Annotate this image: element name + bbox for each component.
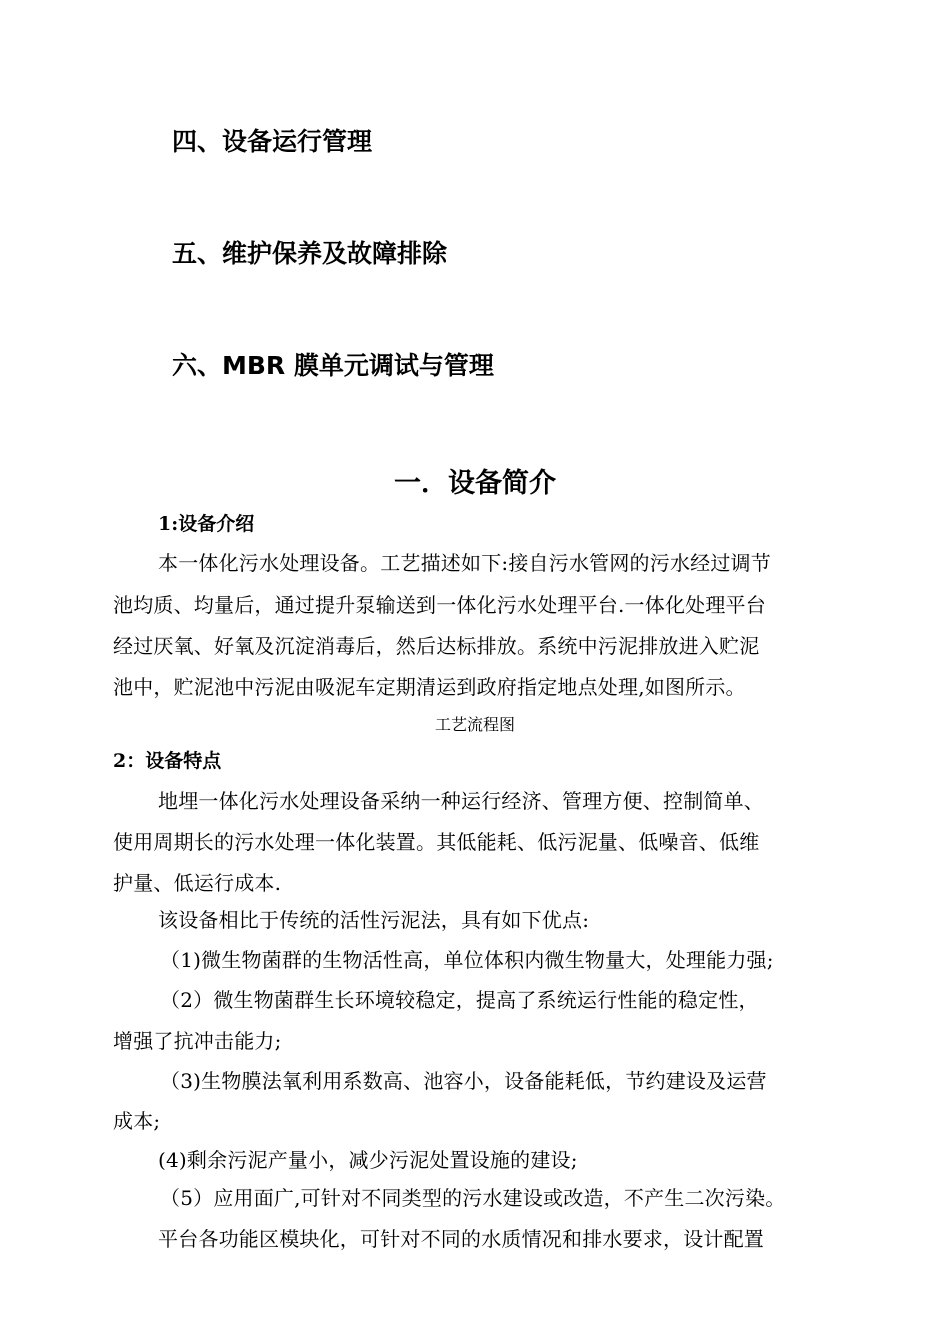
paragraph-line: 护量、低运行成本. <box>113 871 282 895</box>
figure-caption: 工艺流程图 <box>434 715 515 734</box>
subsection-heading-features: 2：设备特点 <box>113 750 222 772</box>
list-item: （5）应用面广,可针对不同类型的污水建设或改造，不产生二次污染。 <box>160 1186 786 1210</box>
toc-item-6: 六、MBR 膜单元调试与管理 <box>172 351 494 380</box>
toc-item-5: 五、维护保养及故障排除 <box>172 239 448 268</box>
paragraph-line: 地埋一体化污水处理设备采纳一种运行经济、管理方便、控制简单、 <box>158 789 764 813</box>
paragraph-line: 增强了抗冲击能力; <box>113 1029 282 1053</box>
subsection-heading-intro: 1:设备介绍 <box>158 513 255 535</box>
paragraph-line: 池中，贮泥池中污泥由吸泥车定期清运到政府指定地点处理,如图所示。 <box>113 675 746 699</box>
section-title: 一．设备简介 <box>394 468 556 499</box>
list-item: (4)剩余污泥产量小，减少污泥处置设施的建设; <box>158 1148 578 1172</box>
list-item: （3)生物膜法氧利用系数高、池容小，设备能耗低，节约建设及运营 <box>160 1069 767 1093</box>
paragraph-line: 池均质、均量后，通过提升泵输送到一体化污水处理平台.一体化处理平台 <box>113 593 766 617</box>
toc-item-4: 四、设备运行管理 <box>172 127 373 156</box>
list-item: （2）微生物菌群生长环境较稳定，提高了系统运行性能的稳定性， <box>160 988 759 1012</box>
paragraph-line: 平台各功能区模块化，可针对不同的水质情况和排水要求，设计配置 <box>158 1227 764 1251</box>
paragraph-line: 成本; <box>113 1109 161 1133</box>
paragraph-line: 使用周期长的污水处理一体化装置。其低能耗、低污泥量、低噪音、低维 <box>113 830 760 854</box>
paragraph-line: 该设备相比于传统的活性污泥法，具有如下优点: <box>158 908 590 932</box>
paragraph-line: 经过厌氧、好氧及沉淀消毒后，然后达标排放。系统中污泥排放进入贮泥 <box>113 634 760 658</box>
paragraph-line: 本一体化污水处理设备。工艺描述如下:接自污水管网的污水经过调节 <box>158 551 771 575</box>
list-item: （1)微生物菌群的生物活性高，单位体积内微生物量大，处理能力强; <box>160 948 774 972</box>
